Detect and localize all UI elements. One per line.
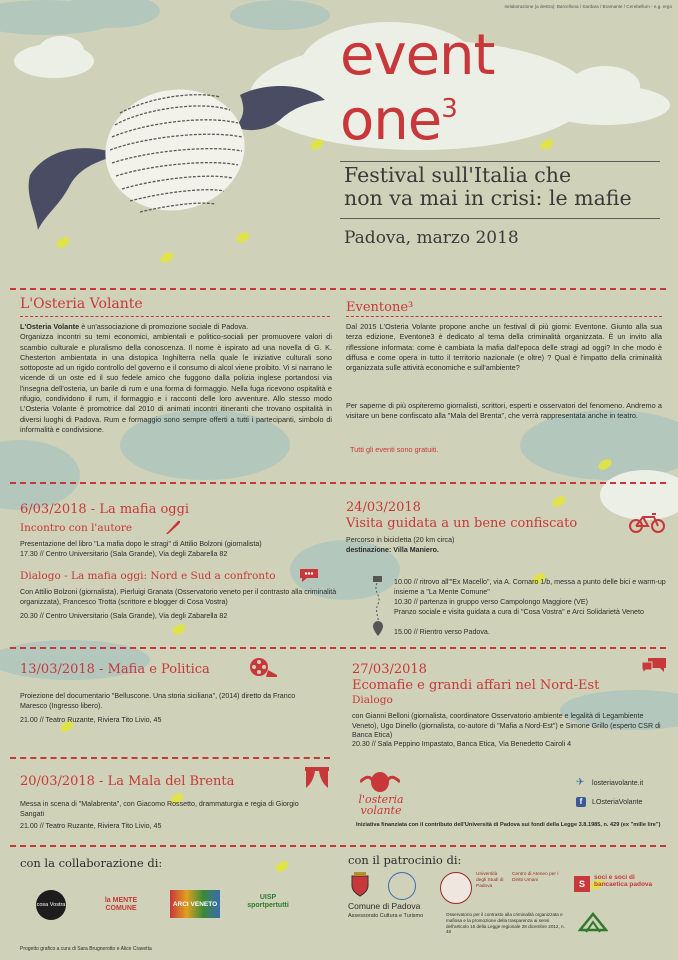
bancaetica-label: soci e soci di bancaetica padova xyxy=(594,874,653,888)
eventone-text-1: Dal 2015 L'Osteria Volante propone anche un festival di più giorni: Eventone. Giunto alla sua terza edizione, Eventone3 è dedicato al tema della criminalità organizzata. È un invito alla riflessione informata: come è cambiata la mafia dall'epoca delle stragi ad oggi? In che modo è diffusa e come opera in tutto il territorio nazionale (e oltre) ? Qual è l'impatto della criminalità organizzata sulle attività economiche e sull'ambiente? xyxy=(346,322,662,373)
theatre-curtain-icon xyxy=(304,766,330,790)
event-13-03-title: 13/03/2018 - Mafia e Politica xyxy=(20,662,210,677)
separator-dashed xyxy=(10,845,666,847)
comune-padova-crest xyxy=(350,872,370,898)
osteria-heading: L'Osteria Volante xyxy=(20,296,143,312)
subtitle-line-2: non va mai in crisi: le mafie xyxy=(344,186,632,210)
subtitle-line-1: Festival sull'Italia che xyxy=(344,163,572,187)
comune-padova-sublabel: Assessorato Cultura e Turismo xyxy=(348,913,424,919)
uisp-logo xyxy=(240,888,296,916)
event-6-03-subtitle-1: Incontro con l'autore xyxy=(20,522,133,534)
website-link[interactable]: losteriavolante.it xyxy=(592,779,644,787)
event-20-03-where: 21.00 // Teatro Ruzante, Riviera Tito Livio, 45 xyxy=(20,822,162,830)
logo-line-one xyxy=(340,82,600,153)
padova-seal-logo xyxy=(388,872,416,900)
mente-comune-logo xyxy=(92,894,150,916)
separator-dashed xyxy=(10,482,666,484)
arci-veneto-text: ARCI VENETO xyxy=(172,900,218,908)
collaboration-heading: con la collaborazione di: xyxy=(20,856,163,870)
cosa-vostra-text: cosa Vostra xyxy=(36,902,66,908)
cloud-top-mid xyxy=(230,0,330,30)
comune-padova-label: Comune di Padova xyxy=(348,901,421,911)
brand-line-2: volante xyxy=(360,804,402,817)
event-13-03-where: 21.00 // Teatro Ruzante, Riviera Tito Livio, 45 xyxy=(20,716,162,724)
event-27-03-text: con Gianni Belloni (giornalista, coordinatore Osservatorio ambiente e legalità di Legambiente Veneto), Ugo Dinello (giornalista, co-autore di "Mafia a Nord-Est") e Simone Grillo (esperto CSR di Banca Etica) xyxy=(352,712,661,740)
eventone-logo xyxy=(340,23,600,153)
facebook-icon: f xyxy=(576,797,586,807)
regione-veneto-logo xyxy=(578,910,608,936)
event-24-03-step-4: 15.00 // Rientro verso Padova. xyxy=(394,628,490,636)
osteria-barrel-logo xyxy=(360,770,400,794)
image-credits: rielaborazione (a destra): Barcellona / Sardara / Bramante / Cerebellum - e.g. ergo xyxy=(504,4,672,9)
flying-barrel-illustration xyxy=(20,55,330,255)
festival-subtitle xyxy=(344,164,674,210)
logo-line-event: event xyxy=(340,23,495,88)
eventone-heading-rule xyxy=(346,316,662,317)
brand-line-1: l'osteria xyxy=(358,793,404,806)
subtitle-rule-bottom xyxy=(340,218,660,219)
patronage-heading: con il patrocinio di: xyxy=(348,853,462,867)
osteria-brand xyxy=(356,794,406,816)
event-27-03-title: Ecomafie e grandi affari nel Nord-Est xyxy=(352,678,600,693)
speech-bubbles-icon xyxy=(640,656,668,676)
mente-comune-text: la MENTE COMUNE xyxy=(104,897,138,912)
osteria-heading-rule xyxy=(20,316,330,317)
logo-superscript: 3 xyxy=(441,94,457,124)
uisp-text: UISP sportpertutti xyxy=(247,894,289,909)
cloud-mid-left xyxy=(0,440,80,510)
funding-note: Iniziativa finanziata con il contributo dell'Università di Padova sui fondi della Legge 3.8.1985, n. 429 (ex "mille lire") xyxy=(356,822,661,828)
unipd-label: Università degli Studi di Padova xyxy=(476,872,504,889)
event-27-03-where: 20.30 // Sala Peppino Impastato, Banca Etica, Via Benedetto Cairoli 4 xyxy=(352,740,572,748)
centro-diritti-label: Centro di Ateneo per i Diritti Umani xyxy=(512,872,559,883)
osservatorio-note: Osservatorio per il contrasto alla criminalità organizzata e mafiosa e la promozione della trasparenza ai sensi dell'articolo 15 della Legge regionale 28 dicembre 2012, n. 48 xyxy=(446,912,565,935)
leaf-decoration xyxy=(551,494,568,509)
leaf-decoration xyxy=(171,622,188,637)
event-6-03-where-2: 20.30 // Centro Universitario (Sala Grande), Via degli Zabarella 82 xyxy=(20,612,228,620)
osteria-lead-bold: L'Osteria Volante xyxy=(20,322,80,331)
osteria-lead-rest: è un'associazione di promozione sociale di Padova. xyxy=(79,322,249,331)
eventone-heading: Eventone³ xyxy=(346,300,414,315)
event-24-03-text-1: Percorso in bicicletta (20 km circa) xyxy=(346,536,455,544)
separator-dashed xyxy=(10,757,330,759)
event-20-03-title: 20/03/2018 - La Mala del Brenta xyxy=(20,774,235,789)
bicycle-icon xyxy=(628,512,666,534)
event-6-03-text-2: Con Attilio Bolzoni (giornalista), Pierluigi Granata (Osservatorio veneto per il contrasto alla criminalità organizzata), Francesco Trotta (scrittore e blogger di Cosa Vostra) xyxy=(20,588,337,606)
separator-dashed xyxy=(10,647,666,649)
event-6-03-text-1: Presentazione del libro "La mafia dopo le stragi" di Attilio Bolzoni (giornalista) xyxy=(20,540,262,548)
facebook-link[interactable]: LOsteriaVolante xyxy=(592,798,643,806)
arci-veneto-logo xyxy=(170,890,220,918)
cosa-vostra-logo xyxy=(36,890,66,920)
bancaetica-logo: S xyxy=(574,876,590,892)
event-24-03-step-3: Pranzo sociale e visita guidata a cura di "Cosa Vostra" e Arci Solidarietà Veneto xyxy=(394,608,644,616)
osteria-body: Organizza incontri su temi economici, ambientali e politico-sociali per promuovere valori di scambio culturale e pluralismo della conoscenza. Il nome è ispirato ad una novella di G. K. Chesterton ambientata in una distopica Inghilterra nella quale le iniziative culturali sono sottoposte ad un rigido controllo del governo e il consumo di alcol viene proibito. Vi si narrano le vicende di un oste ed il suo fedele amico che fuggono dalla polizia inglese portandosi via l'insegna dell'osteria, un barile di rum e una forma di formaggio. Nella fuga ricevono ospitalità e rifugio, condividono il rum, il formaggio e i racconti delle loro avventure. Allo stesso modo L'Osteria Volante è promotrice dal 2010 di animati incontri itineranti che trovano ospitalità in diversi luoghi di Padova. Rum e formaggio sono sempre offerti a tutti i partecipanti, simbolo di informalità e condivisione. xyxy=(20,332,332,434)
free-events-note: Tutti gli eventi sono gratuiti. xyxy=(350,445,439,454)
eventone-text-2: Per saperne di più ospiteremo giornalisti, scrittori, esperti e osservatori del fenomeno. Andremo a visitare un bene confiscato alla "Mala del Brenta", che verrà rappresentata anche in teatro. xyxy=(346,401,662,421)
event-24-03-text-2 xyxy=(346,546,439,556)
event-6-03-subtitle-2: Dialogo - La mafia oggi: Nord e Sud a confronto xyxy=(20,570,276,582)
place-date: Padova, marzo 2018 xyxy=(344,228,519,248)
event-20-03-text: Messa in scena di "Malabrenta", con Giacomo Rossetto, drammaturgia e regia di Giorgio Sangati xyxy=(20,800,299,818)
event-24-03-title: Visita guidata a un bene confiscato xyxy=(346,516,578,531)
event-6-03-where-1: 17.30 // Centro Universitario (Sala Grande), Via degli Zabarella 82 xyxy=(20,550,228,558)
event-24-03-date: 24/03/2018 xyxy=(346,500,421,515)
leaf-decoration xyxy=(274,859,291,874)
speech-bubble-icon xyxy=(298,567,320,583)
unipd-seal-logo xyxy=(440,872,472,904)
subtitle-rule-top xyxy=(340,161,660,162)
event-27-03-date: 27/03/2018 xyxy=(352,662,427,677)
route-map-icon xyxy=(370,574,386,638)
event-24-03-step-1: 10.00 // ritrovo all'"Ex Macello", via A. Cornaro 1/b, messa a punto delle bici e warm-up insieme a "La Mente Comune" xyxy=(394,578,666,596)
event-6-03-title: 6/03/2018 - La mafia oggi xyxy=(20,502,190,517)
design-credit: Progetto grafico a cura di Sara Brugnerotto e Alice Cravetta xyxy=(20,946,152,952)
event-24-03-destination: destinazione: Villa Maniero. xyxy=(346,546,439,554)
film-reel-icon xyxy=(248,656,278,678)
osteria-text xyxy=(20,322,332,435)
logo-one-text: one xyxy=(340,88,442,153)
twitter-icon: ✈ xyxy=(576,777,585,788)
event-24-03-step-2: 10.30 // partenza in gruppo verso Campolongo Maggiore (VE) xyxy=(394,598,589,606)
feather-pen-icon xyxy=(164,518,182,536)
event-13-03-text: Proiezione del documentario "Belluscone. Una storia siciliana", (2014) diretto da Franco Maresco (Ingresso libero). xyxy=(20,692,296,710)
separator-dashed xyxy=(10,288,666,290)
event-27-03-subtitle: Dialogo xyxy=(352,694,393,706)
